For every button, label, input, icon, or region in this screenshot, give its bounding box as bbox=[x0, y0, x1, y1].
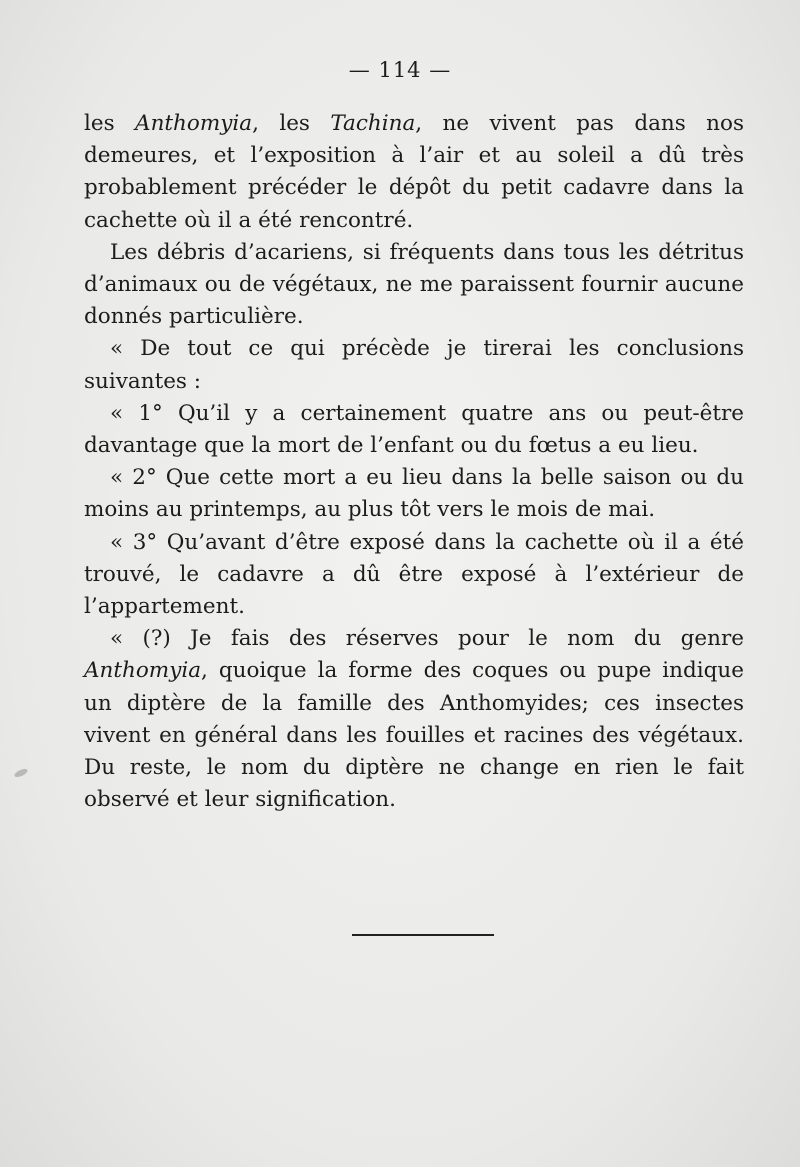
paragraph bbox=[84, 398, 744, 462]
italic-run: Tachina bbox=[330, 111, 416, 136]
text-run: « 3° Qu’avant d’être exposé dans la cachette où il a été trouvé, le cadavre a dû être exposé à l’extérieur de l’appartement. bbox=[84, 529, 744, 620]
italic-run: Anthomyia bbox=[135, 111, 253, 136]
paper-blemish bbox=[13, 767, 28, 778]
text-run: « (?) Je fais des réserves pour le nom du genre bbox=[110, 626, 744, 652]
text-run: « De tout ce qui précède je tirerai les conclusions suivantes : bbox=[84, 336, 744, 394]
paragraph bbox=[84, 108, 744, 237]
text-run: « 1° Qu’il y a certainement quatre ans ou peut-être davantage que la mort de l’enfant ou du fœtus a eu lieu. bbox=[84, 400, 744, 459]
paragraph bbox=[84, 237, 744, 334]
page-number: — 114 — bbox=[348, 58, 452, 82]
italic-run: Anthomyia bbox=[84, 658, 202, 684]
paragraph bbox=[84, 527, 744, 624]
text-run: les bbox=[84, 111, 136, 136]
text-run: Les débris d’acariens, si fréquents dans tous les détritus d’animaux ou de végétaux, ne me paraissent fournir aucune donnés particulière. bbox=[84, 239, 744, 330]
body-text bbox=[84, 108, 744, 816]
paragraph bbox=[84, 623, 744, 816]
text-run: , les bbox=[252, 111, 331, 136]
paragraph bbox=[84, 333, 744, 397]
paragraph bbox=[84, 462, 744, 526]
text-run: , quoique la forme des coques ou pupe indique un diptère de la famille des Anthomyides; ces insectes vivent en général dans les fouilles et racines des végétaux. Du reste, le nom du diptère ne change en rien le fait observé et leur signification. bbox=[84, 658, 744, 813]
end-rule bbox=[352, 934, 494, 936]
text-run: « 2° Que cette mort a eu lieu dans la belle saison ou du moins au printemps, au plus tôt vers le mois de mai. bbox=[84, 465, 744, 523]
text-run: , ne vivent pas dans nos demeures, et l’exposition à l’air et au soleil a dû très probablement précéder le dépôt du petit cadavre dans la cachette où il a été rencontré. bbox=[84, 111, 745, 233]
